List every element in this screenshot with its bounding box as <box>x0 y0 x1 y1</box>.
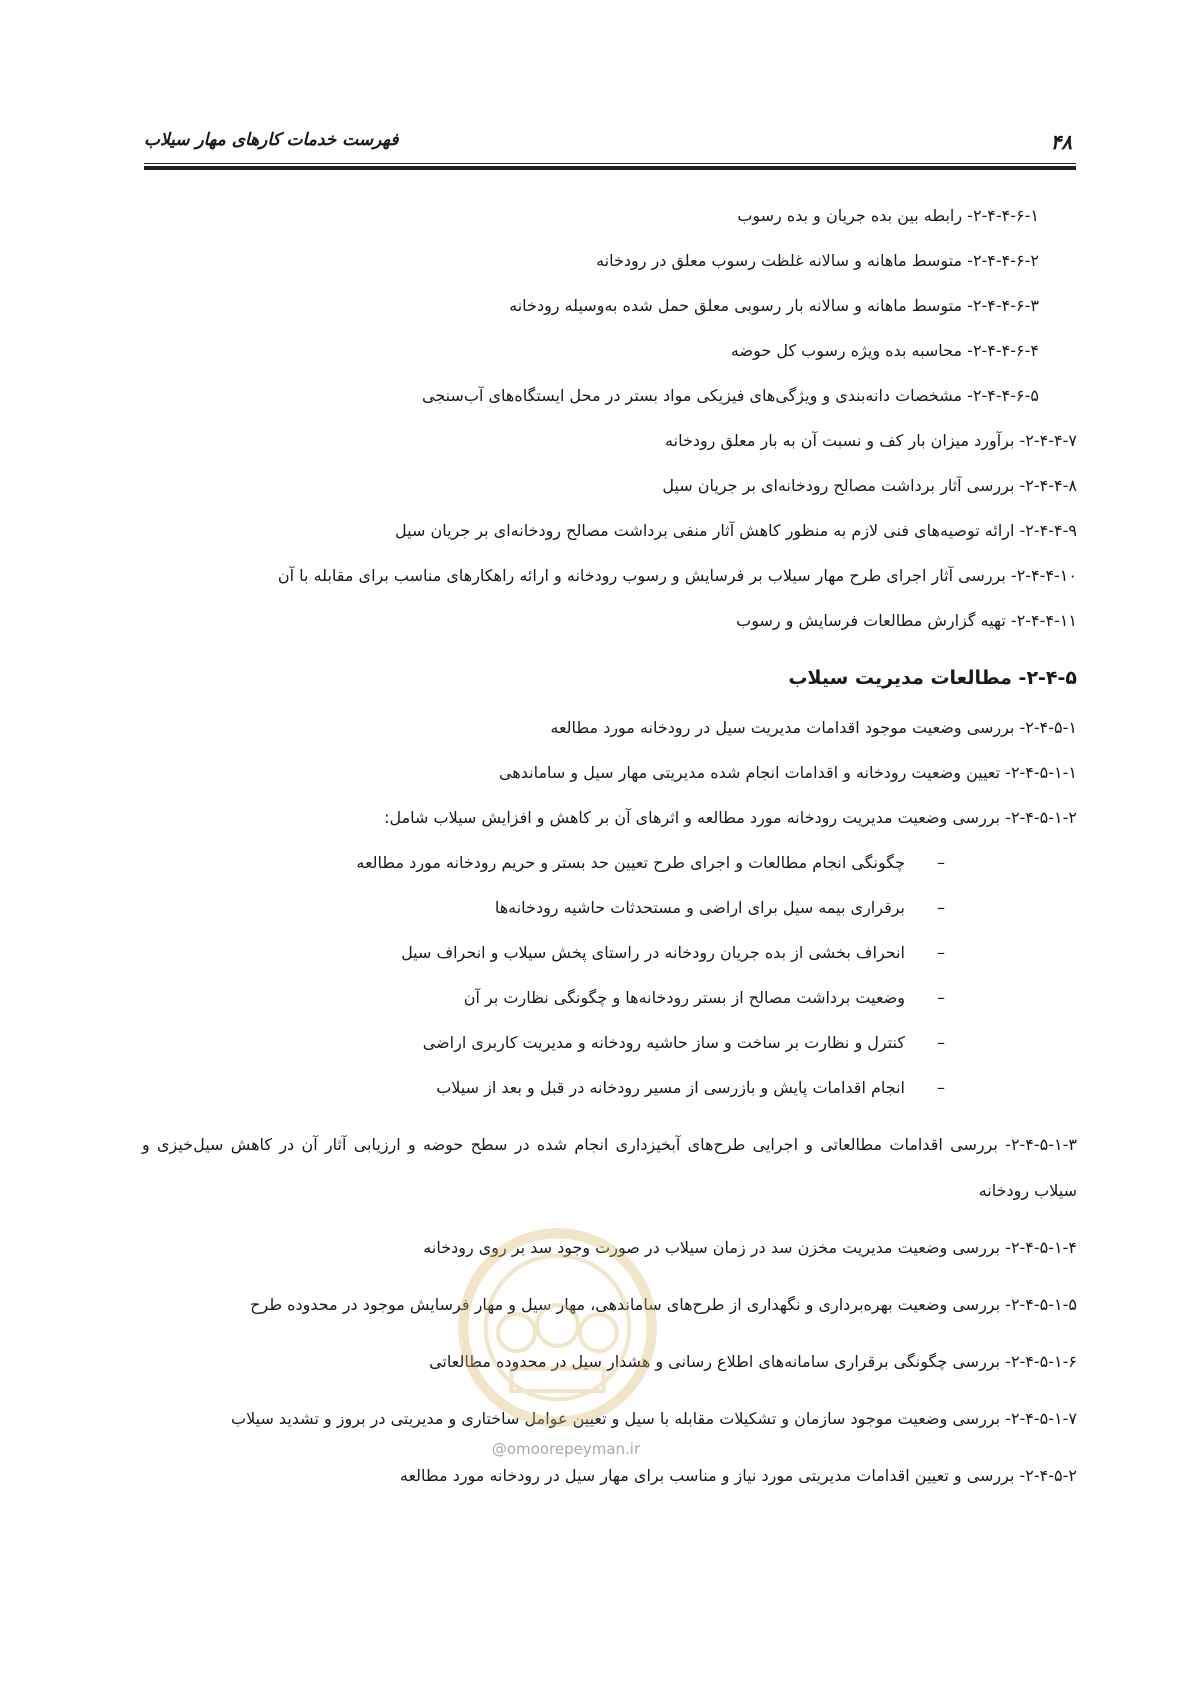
list-item: ۲-۴-۵-۱-۲- بررسی وضعیت مدیریت رودخانه مورد مطالعه و اثرهای آن بر کاهش و افزایش سیلاب شامل: <box>384 808 1077 827</box>
list-item: ۲-۴-۵-۱-۱- تعیین وضعیت رودخانه و اقدامات انجام شده مدیریتی مهار سیل و ساماندهی <box>498 763 1077 782</box>
page-header <box>144 128 1076 162</box>
bullet-item <box>142 1032 1077 1077</box>
list-item: ۲-۴-۴-۶-۲- متوسط ماهانه و سالانه غلظت رسوب معلق در رودخانه <box>596 251 1039 270</box>
bullet-text: برقراری بیمه سیل برای اراضی و مستحدثات حاشیه رودخانه‌ها <box>494 898 905 917</box>
bullet-dash: – <box>937 853 945 872</box>
watermark-url: @omoorepeyman.ir <box>491 1440 641 1458</box>
running-title: فهرست خدمات کارهای مهار سیلاب <box>144 130 399 150</box>
list-item: ۲-۴-۴-۶-۱- رابطه بین بده جریان و بده رسوب <box>737 206 1039 225</box>
bullet-dash: – <box>937 898 945 917</box>
list-item: ۲-۴-۴-۸- بررسی آثار برداشت مصالح رودخانه‌ای بر جریان سیل <box>662 476 1077 495</box>
bullet-text: انجام اقدامات پایش و بازرسی از مسیر رودخانه در قبل و بعد از سیلاب <box>436 1078 905 1097</box>
list-item: ۲-۴-۵-۱-۷- بررسی وضعیت موجود سازمان و تشکیلات مقابله با سیل و تعیین عوامل ساختاری و مدیریتی در بروز و تشدید سیلاب <box>231 1409 1077 1428</box>
header-rule <box>144 163 1076 170</box>
list-item: ۲-۴-۵-۲- بررسی و تعیین اقدامات مدیریتی مورد نیاز و مناسب برای مهار سیل در رودخانه مورد مطالعه <box>399 1466 1077 1485</box>
list-item: ۲-۴-۴-۷- برآورد میزان بار کف و نسبت آن به بار معلق رودخانه <box>665 431 1077 450</box>
list-item: ۲-۴-۴-۱۱- تهیه گزارش مطالعات فرسایش و رسوب <box>736 611 1077 630</box>
list-item: ۲-۴-۵-۱-۶- بررسی چگونگی برقراری سامانه‌های اطلاع رسانی و هشدار سیل در محدوده مطالعاتی <box>429 1352 1077 1371</box>
list-item: ۲-۴-۴-۶-۳- متوسط ماهانه و سالانه بار رسوبی معلق حمل شده به‌وسیله رودخانه <box>509 296 1039 315</box>
bullet-item <box>142 1077 1077 1122</box>
list-item: ۲-۴-۵-۱-۳- بررسی اقدامات مطالعاتی و اجرایی طرح‌های آبخیزداری انجام شده در سطح حوضه و ارزیابی آثار آن در کاهش سیل‌خیزی و سیلاب رودخانه <box>142 1135 1077 1200</box>
list-item: ۲-۴-۴-۶-۵- مشخصات دانه‌بندی و ویژگی‌های فیزیکی مواد بستر در محل ایستگاه‌های آب‌سنجی <box>421 386 1039 405</box>
bullet-text: کنترل و نظارت بر ساخت و ساز حاشیه رودخانه و مدیریت کاربری اراضی <box>422 1033 905 1052</box>
list-item: ۲-۴-۴-۶-۴- محاسبه بده ویژه رسوب کل حوضه <box>730 341 1039 360</box>
bullet-dash: – <box>937 1033 945 1052</box>
watermark-seal-icon <box>455 1225 660 1430</box>
list-item: ۲-۴-۴-۱۰- بررسی آثار اجرای طرح مهار سیلاب بر فرسایش و رسوب رودخانه و ارائه راهکارهای مناسب برای مقابله با آن <box>277 566 1077 585</box>
page-number: ۴۸ <box>1050 130 1072 154</box>
bullet-dash: – <box>937 988 945 1007</box>
list-item: ۲-۴-۴-۹- ارائه توصیه‌های فنی لازم به منظور کاهش آثار منفی برداشت مصالح رودخانه‌ای بر جریان سیل <box>395 521 1077 540</box>
bullet-dash: – <box>937 1078 945 1097</box>
section-heading: ۲-۴-۵- مطالعات مدیریت سیلاب <box>788 667 1077 689</box>
bullet-item <box>142 987 1077 1032</box>
list-item: ۲-۴-۵-۱-۵- بررسی وضعیت بهره‌برداری و نگهداری از طرح‌های ساماندهی، مهار سیل و مهار فرسایش موجود در محدوده طرح <box>250 1295 1077 1314</box>
bullet-text: انحراف بخشی از بده جریان رودخانه در راستای پخش سیلاب و انحراف سیل <box>401 943 905 962</box>
bullet-item <box>142 897 1077 942</box>
list-item: ۲-۴-۵-۱- بررسی وضعیت موجود اقدامات مدیریت سیل در رودخانه مورد مطالعه <box>550 718 1077 737</box>
bullet-dash: – <box>937 943 945 962</box>
bullet-text: وضعیت برداشت مصالح از بستر رودخانه‌ها و چگونگی نظارت بر آن <box>463 988 905 1007</box>
list-item: ۲-۴-۵-۱-۴- بررسی وضعیت مدیریت مخزن سد در زمان سیلاب در صورت وجود سد بر روی رودخانه <box>423 1238 1077 1257</box>
bullet-item <box>142 942 1077 987</box>
bullet-item <box>142 852 1077 897</box>
bullet-text: چگونگی انجام مطالعات و اجرای طرح تعیین حد بستر و حریم رودخانه مورد مطالعه <box>356 853 905 872</box>
